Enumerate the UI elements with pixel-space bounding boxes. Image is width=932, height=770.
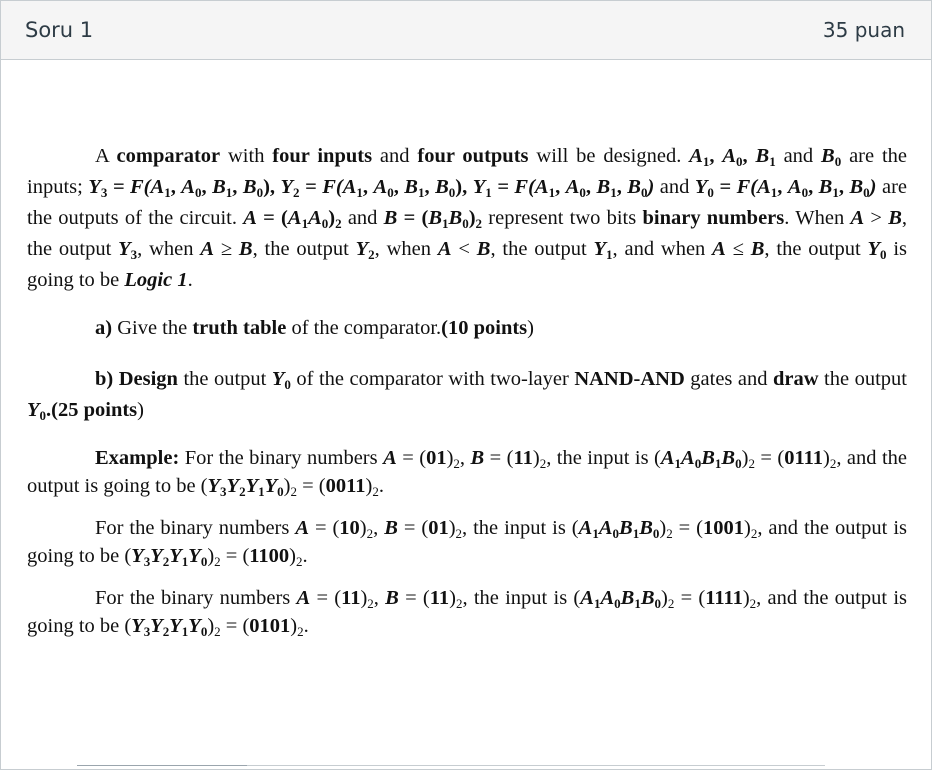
example-2: For the binary numbers $A = (10)_2$, $B = (01)_2$, the input is $(A_1A_0B_1B_0)_2 = (1001)_2$, and the output is going to be $(Y_3Y_2Y_1Y_0)_2 = (1100)_2$. xyxy=(27,517,907,569)
problem-statement: A comparator with four inputs and four outputs will be designed. $A_1$, $A_0$, $B_1$ and $B_0$ are the inputs; $Y_3 = F(A_1$, $A_0$, $B_1$, $B_0$), $Y_2 = F(A_1$, $A_0$, $B_1$, $B_0$), $Y_1 = F(A_1$, $A_0$, $B_1$, $B_0$) and $Y_0 = F(A_1$, $A_0$, $B_1$, $B_0$) are the outputs of the circuit. $A = (A_1A_0)_2$ and $B = (B_1B_0)_2$ represent two bits binary numbers. When A > B, the output $Y_3$, when A ≥ B, the output $Y_2$, when A < B, the output $Y_1$, and when A ≤ B, the output $Y_0$ is going to be Logic 1. xyxy=(27,145,907,291)
part-b: b) Design the output $Y_0$ of the comparator with two-layer NAND-AND gates and draw the output $Y_0.(25$ points) xyxy=(27,368,907,423)
question-points: 35 puan xyxy=(822,18,905,42)
answer-toolbar-edge[interactable] xyxy=(77,765,247,769)
example-3: For the binary numbers $A = (11)_2$, $B = (11)_2$, the input is $(A_1A_0B_1B_0)_2 = (1111)_2$, and the output is going to be $(Y_3Y_2Y_1Y_0)_2 = (0101)_2$. xyxy=(27,587,907,639)
question-header xyxy=(1,1,931,60)
example-1: Example: For the binary numbers $A = (01)_2$, $B = (11)_2$, the input is $(A_1A_0B_1B_0)_2 = (0111)_2$, and the output is going to be $(Y_3Y_2Y_1Y_0)_2 = (0011)_2$. xyxy=(27,447,908,499)
question-title: Soru 1 xyxy=(25,18,94,42)
part-a: a) Give the truth table of the comparator.(10 points) xyxy=(95,317,534,339)
question-text xyxy=(27,141,907,640)
